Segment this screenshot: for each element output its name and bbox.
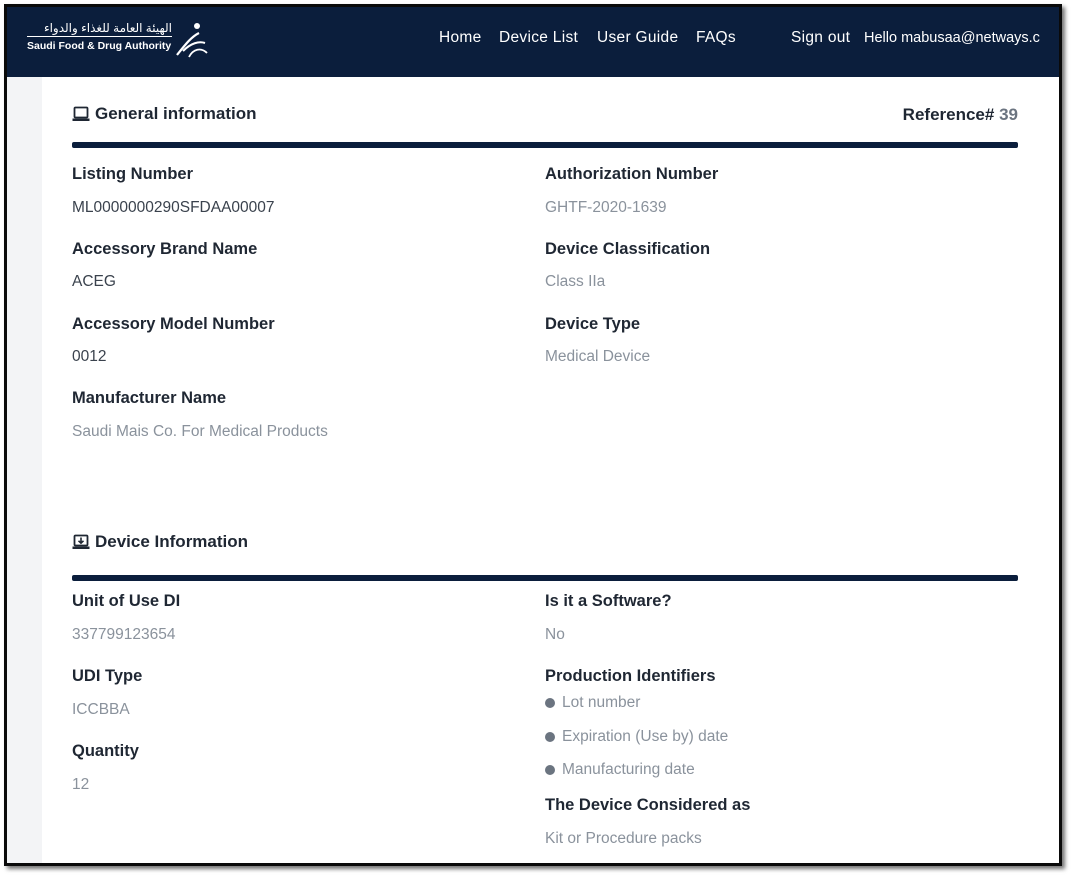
production-identifier-item [545,694,640,712]
device-information-divider [72,575,1018,581]
logo-arabic-text: الهيئة العامة للغذاء والدواء [27,21,172,37]
download-box-icon [72,534,90,550]
device-information-title-text: Device Information [95,532,249,551]
nav-home-link[interactable]: Home [439,29,482,46]
accessory-model-number-value: 0012 [72,348,107,365]
left-gutter [7,77,42,863]
bullet-dot-icon [545,765,555,775]
device-classification-value: Class IIa [545,273,606,290]
user-greeting: Hello mabusaa@netways.c [864,30,1040,46]
laptop-icon [72,106,90,122]
sign-out-link[interactable]: Sign out [791,29,851,46]
production-identifier-item [545,761,695,779]
nav-device-list-link[interactable]: Device List [499,29,579,46]
listing-number-label: Listing Number [72,165,194,183]
browser-frame [4,4,1062,866]
unit-of-use-di-value: 337799123654 [72,626,176,643]
manufacturer-name-value: Saudi Mais Co. For Medical Products [72,423,328,440]
device-information-title [72,532,248,552]
nav-faqs-link[interactable]: FAQs [696,29,736,46]
quantity-label: Quantity [72,742,139,760]
is-software-label: Is it a Software? [545,592,672,610]
considered-as-label: The Device Considered as [545,796,751,814]
authorization-number-value: GHTF-2020-1639 [545,199,667,216]
production-identifier-text: Lot number [562,694,641,711]
general-information-title [72,104,257,124]
production-identifier-text: Expiration (Use by) date [562,728,729,745]
bullet-dot-icon [545,698,555,708]
device-classification-label: Device Classification [545,240,711,258]
nav-user-guide-link[interactable]: User Guide [597,29,679,46]
sfda-emblem-icon [173,21,209,59]
production-identifier-text: Manufacturing date [562,761,695,778]
device-type-value: Medical Device [545,348,651,365]
is-software-value: No [545,626,565,643]
accessory-brand-name-value: ACEG [72,273,116,290]
device-type-label: Device Type [545,315,641,333]
top-navbar [7,7,1059,77]
unit-of-use-di-label: Unit of Use DI [72,592,181,610]
considered-as-value: Kit or Procedure packs [545,830,702,847]
production-identifier-item [545,728,728,746]
sfda-logo[interactable] [27,21,217,63]
listing-number-value: ML0000000290SFDAA00007 [72,199,275,216]
accessory-brand-name-label: Accessory Brand Name [72,240,258,258]
general-information-divider [72,142,1018,148]
logo-english-text: Saudi Food & Drug Authority [27,40,172,52]
udi-type-label: UDI Type [72,667,143,685]
reference-number [903,105,1018,125]
reference-value: 39 [999,105,1018,124]
udi-type-value: ICCBBA [72,701,130,718]
reference-label: Reference# [902,105,995,124]
manufacturer-name-label: Manufacturer Name [72,389,227,407]
general-information-title-text: General information [95,104,257,123]
production-identifiers-label: Production Identifiers [545,667,716,685]
authorization-number-label: Authorization Number [545,165,719,183]
quantity-value: 12 [72,776,90,793]
accessory-model-number-label: Accessory Model Number [72,315,275,333]
bullet-dot-icon [545,732,555,742]
